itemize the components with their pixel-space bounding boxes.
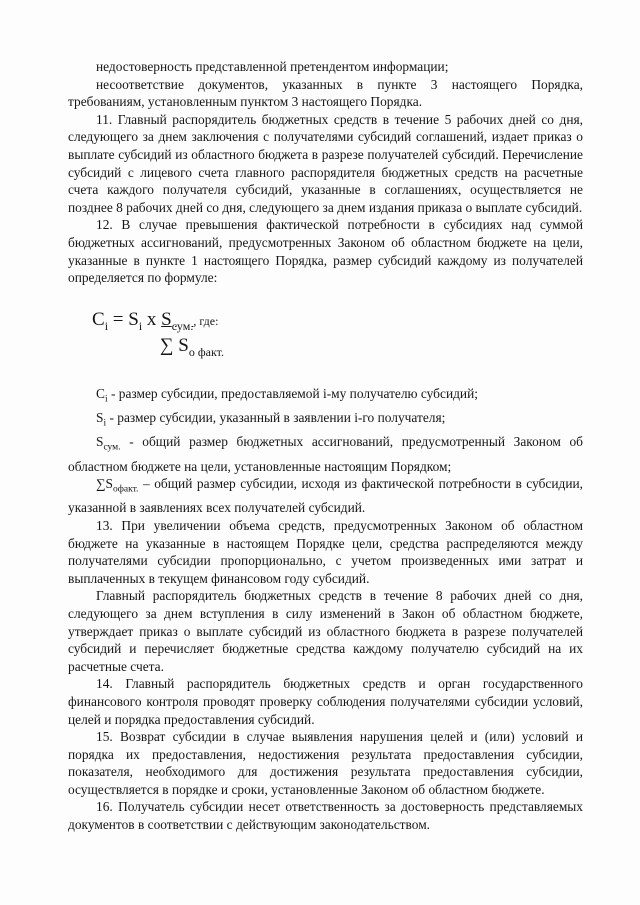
def-si-text: - размер субсидии, указанный в заявлении i-го получателя; [109,409,446,425]
formula-numerator-line [92,308,219,335]
def-ci-symbol: C [96,385,105,401]
formula-sigma-s: ∑ S [160,334,189,356]
paragraph-12: 12. В случае превышения фактической потребности в субсидиях над суммой бюджетных ассигнований, предусмотренных Законом об областном бюджете на цели, указанные в пункте 1 настоящего Порядка, размер субсидий каждому из получателей определяется по формуле: [68,217,583,286]
paragraph-unreliability: недостоверность представленной претендентом информации; [96,59,449,74]
definition-sfact [68,475,583,517]
def-scum-text: - общий размер бюджетных ассигнований, предусмотренный Законом об областном бюджете на цели, установленные настоящим Порядком; [68,434,583,474]
formula-times: x [142,308,162,330]
formula-ci-sub: i [104,318,109,333]
formula-denominator [160,334,224,361]
def-ci-sub: i [104,394,108,405]
formula-si-sub: i [138,318,143,333]
formula-scum [161,308,194,333]
def-si-sub: i [103,418,107,429]
paragraph-13-continuation: Главный распорядитель бюджетных средств в течение 8 рабочих дней со дня, следующего за днем вступления в силу изменений в Закон об областном бюджете, утверждает приказ о выплате субсидий из областного бюджета в разрезе получателей субсидий и перечисляет бюджетные средства каждому получателю субсидий на их расчетные счета. [68,588,583,674]
formula-scum-sub: сум. [171,318,194,333]
def-sfact-symbol: ∑S [96,476,113,492]
formula-scum-symbol: S [161,308,172,330]
paragraph-16: 16. Получатель субсидии несет ответственность за достоверность представляемых документов в соответствии с действующим законодательством. [68,799,583,833]
subsidy-formula [68,299,583,375]
paragraph-13: 13. При увеличении объема средств, предусмотренных Законом об областном бюджете на указанные в настоящем Порядке цели, средства распределяются между получателями субсидии пропорционально, с учетом произведенных ими затрат и выплаченных в текущем финансовом году субсидий. [68,517,583,586]
def-scum-symbol: S [96,434,104,450]
definition-si [68,409,583,433]
paragraph-11: 11. Главный распорядитель бюджетных средств в течение 5 рабочих дней со дня, следующего за днем заключения с получателями субсидий соглашений, издает приказ о выплате субсидий из областного бюджета в разрезе получателей субсидий. Перечисление субсидий с лицевого счета главного распорядителя бюджетных средств на расчетные счета каждого получателя субсидий, указанные в соглашениях, осуществляется не позднее 8 рабочих дней со дня, следующего за днем издания приказа о выплате субсидий. [68,111,583,215]
definition-ci [68,385,583,409]
def-sfact-sub: офакт. [113,484,139,495]
definition-scum [68,433,583,475]
def-scum-sub: сум. [103,442,121,453]
def-si-symbol: S [96,409,104,425]
def-sfact-text: – общий размер субсидии, исходя из фактической потребности в субсидии, указанной в заявлениях всех получателей субсидий. [68,476,583,516]
formula-ci: C [92,308,105,330]
formula-eq-s: = S [108,308,139,330]
def-ci-text: - размер субсидии, предоставляемой i-му получателю субсидий; [110,385,478,401]
formula-where: , где: [193,313,219,328]
paragraph-noncompliance: несоответствие документов, указанных в пункте 3 настоящего Порядка, требованиям, установленным пунктом 3 настоящего Порядка. [68,76,583,110]
formula-den-sub: о факт. [188,344,224,359]
document-body [68,58,583,834]
paragraph-14: 14. Главный распорядитель бюджетных средств и орган государственного финансового контроля проводят проверку соблюдения получателями субсидии условий, целей и порядка предоставления субсидий. [68,676,583,727]
paragraph-15: 15. Возврат субсидии в случае выявления нарушения целей и (или) условий и порядка их предоставления, недостижения результата предоставления субсидии, показателя, необходимого для достижения результата предоставления субсидии, осуществляется в порядке и сроки, установленные Законом об областном бюджете. [68,729,583,797]
